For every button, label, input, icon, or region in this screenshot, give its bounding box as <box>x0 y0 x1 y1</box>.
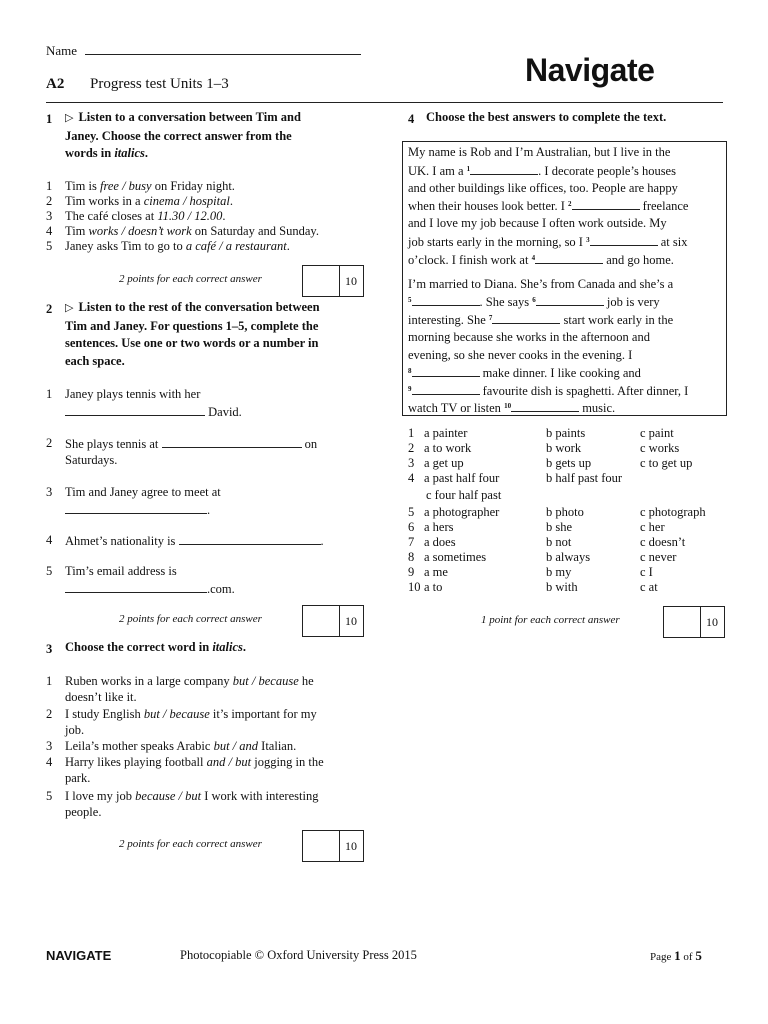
score-label: 2 points for each correct answer <box>119 273 262 285</box>
list-item: 1 Tim is free / busy on Friday night. <box>46 179 235 193</box>
answer-blank[interactable] <box>65 581 207 593</box>
text-line: UK. I am a $^1$ . I decorate people’s houses <box>408 164 676 178</box>
option-c[interactable]: c four half past <box>426 488 502 502</box>
list-item: 4 Ahmet’s nationality is . <box>46 533 324 548</box>
option-b[interactable]: b with <box>546 580 578 594</box>
gap-blank[interactable] <box>412 365 480 377</box>
option-b[interactable]: b my <box>546 565 572 579</box>
option-number: 6 <box>408 520 415 534</box>
list-item: 2 Tim works in a cinema / hospital. <box>46 194 233 208</box>
section2-heading: ▷ Listen to the rest of the conversation between Tim and Janey. For questions 1–5, complete the sentences. Use one or two words or a number in each space. <box>65 300 320 368</box>
section3-heading: Choose the correct word in italics. <box>65 640 246 654</box>
text-line: $^8$ make dinner. I like cooking and <box>408 366 641 380</box>
list-item: 2 She plays tennis at on Saturdays. <box>46 436 318 467</box>
text-line: morning because she works in the afternoon and <box>408 330 650 344</box>
text-line: and other buildings like offices, too. People are happy <box>408 181 678 195</box>
footer-brand: NAVIGATE <box>46 948 112 963</box>
option-a[interactable]: a painter <box>424 426 468 440</box>
option-c[interactable]: c at <box>640 580 658 594</box>
gap-blank[interactable] <box>590 234 658 246</box>
section3-number: 3 <box>46 642 53 656</box>
text-line: and I love my job because I often work outside. My <box>408 216 667 230</box>
play-icon: ▷ <box>65 302 74 314</box>
reading-text-box <box>402 141 727 416</box>
text-line: o’clock. I finish work at $^4$ and go home. <box>408 253 674 267</box>
option-c[interactable]: c photograph <box>640 505 706 519</box>
option-c[interactable]: c works <box>640 441 680 455</box>
gap-blank[interactable] <box>572 198 640 210</box>
section1-number: 1 <box>46 112 53 126</box>
option-number: 9 <box>408 565 415 579</box>
list-item: 4 Tim works / doesn’t work on Saturday and Sunday. <box>46 224 319 238</box>
list-item: 4 Harry likes playing football and / but jogging in the park. <box>46 755 324 785</box>
name-label: Name <box>46 43 78 58</box>
option-b[interactable]: b half past four <box>546 471 623 485</box>
gap-blank[interactable] <box>412 383 480 395</box>
list-item: 5 I love my job because / but I work with interesting people. <box>46 789 319 819</box>
option-b[interactable]: b paints <box>546 426 586 440</box>
option-b[interactable]: b gets up <box>546 456 592 470</box>
test-title: Progress test Units 1–3 <box>90 76 229 92</box>
option-number: 4 <box>408 471 415 485</box>
list-item: 3 Leila’s mother speaks Arabic but / and Italian. <box>46 739 297 753</box>
option-a[interactable]: a sometimes <box>424 550 487 564</box>
header-divider <box>46 102 723 103</box>
text-line: $^5$ . She says $^6$ job is very <box>408 295 660 309</box>
list-item: 3 The café closes at 11.30 / 12.00. <box>46 209 226 223</box>
score-box <box>663 606 725 638</box>
option-number: 1 <box>408 426 415 440</box>
gap-blank[interactable] <box>536 294 604 306</box>
option-a[interactable]: a past half four <box>424 471 500 485</box>
page-indicator: Page 1 of 5 <box>650 948 702 963</box>
text-line: interesting. She $^7$ start work early in the <box>408 313 674 327</box>
gap-blank[interactable] <box>412 294 480 306</box>
gap-blank[interactable] <box>470 163 538 175</box>
section4-heading: Choose the best answers to complete the text. <box>426 110 667 124</box>
answer-blank[interactable] <box>65 502 207 514</box>
level-label: A2 <box>46 76 65 92</box>
option-a[interactable]: a photographer <box>424 505 500 519</box>
text-line: job starts early in the morning, so I $^3$ at six <box>408 235 688 249</box>
score-input[interactable] <box>303 606 340 636</box>
option-b[interactable]: b always <box>546 550 591 564</box>
score-max: 10 <box>345 614 357 628</box>
option-number: 10 <box>408 580 421 594</box>
option-b[interactable]: b photo <box>546 505 584 519</box>
text-line: when their houses look better. I $^2$ freelance <box>408 199 689 213</box>
list-item: 2 I study English but / because it’s important for my job. <box>46 707 317 737</box>
list-item: 1 Janey plays tennis with her David. <box>46 387 242 419</box>
option-c[interactable]: c never <box>640 550 677 564</box>
name-line <box>46 42 361 59</box>
option-c[interactable]: c paint <box>640 426 674 440</box>
gap-blank[interactable] <box>535 252 603 264</box>
footer-copyright: Photocopiable © Oxford University Press 2015 <box>180 948 417 962</box>
navigate-logo: Navigate <box>525 52 655 88</box>
list-item: 5 Janey asks Tim to go to a café / a restaurant. <box>46 239 290 253</box>
option-a[interactable]: a to work <box>424 441 472 455</box>
option-number: 8 <box>408 550 415 564</box>
section1-heading: ▷ Listen to a conversation between Tim and Janey. Choose the correct answer from the words in italics. <box>65 110 301 160</box>
answer-blank[interactable] <box>65 404 205 416</box>
gap-blank[interactable] <box>511 400 579 412</box>
option-b[interactable]: b she <box>546 520 573 534</box>
option-a[interactable]: a hers <box>424 520 454 534</box>
score-max: 10 <box>345 274 357 288</box>
option-a[interactable]: a get up <box>424 456 464 470</box>
score-box <box>302 265 364 297</box>
option-number: 3 <box>408 456 415 470</box>
text-line: $^9$ favourite dish is spaghetti. After dinner, I <box>408 384 689 398</box>
score-label: 2 points for each correct answer <box>119 838 262 850</box>
option-a[interactable]: a me <box>424 565 448 579</box>
score-box <box>302 605 364 637</box>
option-c[interactable]: c doesn’t <box>640 535 686 549</box>
option-number: 7 <box>408 535 415 549</box>
score-box <box>302 830 364 862</box>
score-max: 10 <box>706 615 718 629</box>
score-max: 10 <box>345 839 357 853</box>
text-line: I’m married to Diana. She’s from Canada and she’s a <box>408 277 674 291</box>
option-c[interactable]: c to get up <box>640 456 693 470</box>
answer-blank[interactable] <box>179 533 321 545</box>
option-c[interactable]: c I <box>640 565 653 579</box>
list-item: 3 Tim and Janey agree to meet at . <box>46 485 221 517</box>
score-input[interactable] <box>303 831 340 861</box>
answer-blank[interactable] <box>162 436 302 448</box>
option-number: 5 <box>408 505 415 519</box>
gap-blank[interactable] <box>492 312 560 324</box>
list-item: 1 Ruben works in a large company but / because he doesn’t like it. <box>46 674 314 704</box>
score-input[interactable] <box>664 607 701 637</box>
section4-number: 4 <box>408 112 415 126</box>
text-line: My name is Rob and I’m Australian, but I live in the <box>408 145 671 159</box>
option-a[interactable]: a to <box>424 580 443 594</box>
score-label: 2 points for each correct answer <box>119 613 262 625</box>
name-blank[interactable] <box>85 42 361 55</box>
option-b[interactable]: b not <box>546 535 572 549</box>
play-icon: ▷ <box>65 112 74 124</box>
score-input[interactable] <box>303 266 340 296</box>
section2-number: 2 <box>46 302 53 316</box>
score-label: 1 point for each correct answer <box>481 614 620 626</box>
option-c[interactable]: c her <box>640 520 665 534</box>
list-item: 5 Tim’s email address is .com. <box>46 564 235 596</box>
text-line: watch TV or listen $^{10}$ music. <box>408 401 616 415</box>
option-b[interactable]: b work <box>546 441 582 455</box>
option-number: 2 <box>408 441 415 455</box>
text-line: evening, so she never cooks in the evening. I <box>408 348 633 362</box>
option-a[interactable]: a does <box>424 535 456 549</box>
